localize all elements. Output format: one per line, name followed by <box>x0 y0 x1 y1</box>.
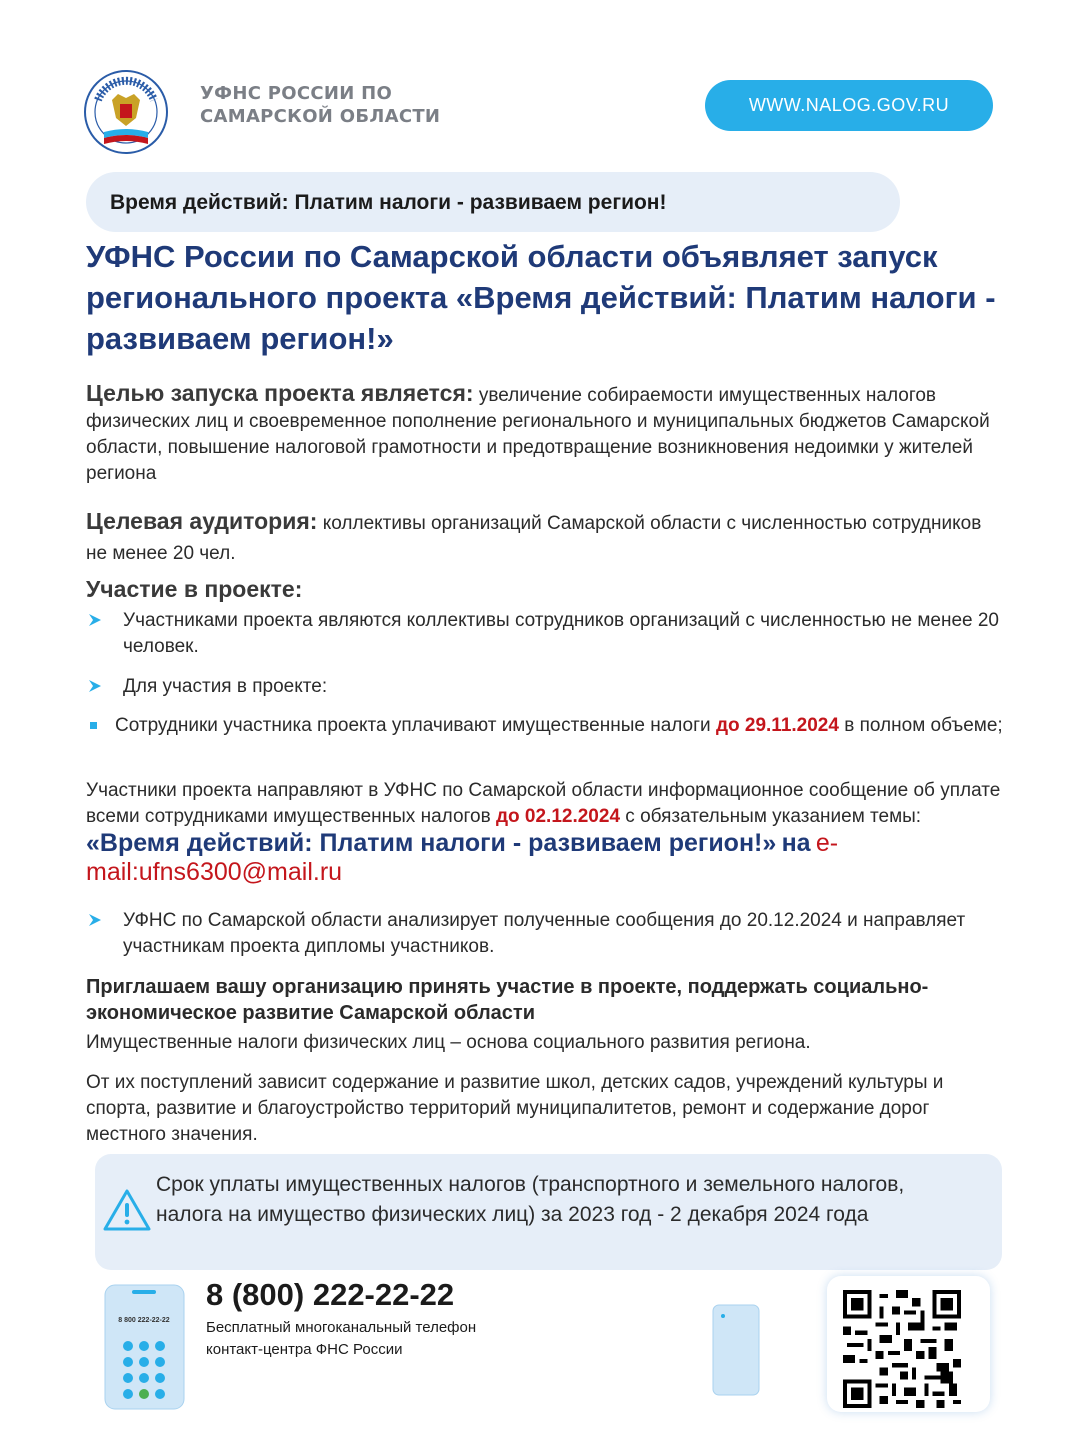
device-number: 8 800 222-22-22 <box>118 1317 170 1324</box>
bullet-arrow-icon <box>88 908 108 935</box>
qr-code-icon[interactable] <box>843 1290 961 1408</box>
topic-text: «Время действий: Платим налоги - развиваем регион!» <box>86 829 777 857</box>
list-item: Для участия в проекте: <box>86 674 1006 700</box>
hotline-number[interactable]: 8 (800) 222-22-22 <box>206 1277 455 1312</box>
org-name-line1: УФНС РОССИИ ПО <box>200 83 393 104</box>
list-item: Участниками проекта являются коллективы сотрудников организаций с численностью не менее 20 человек. <box>86 608 1006 660</box>
phone-icon <box>712 1304 760 1396</box>
invite-line: Имущественные налоги физических лиц – основа социального развития региона. <box>86 1032 811 1053</box>
deadline-note-text: Срок уплаты имущественных налогов (транспортного и земельного налогов, налога на имущество физических лиц) за 2023 год - 2 декабря 2024 года <box>156 1173 905 1226</box>
audience-paragraph <box>86 506 1006 569</box>
email-link[interactable]: e-mail:ufns6300@mail.ru <box>86 829 839 886</box>
deadline-note <box>95 1154 1002 1270</box>
goal-paragraph <box>86 380 1006 487</box>
invite-heading: Приглашаем вашу организацию принять участие в проекте, поддержать социально-экономическое развитие Самарской области <box>86 976 929 1024</box>
invite-paragraph: От их поступлений зависит содержание и развитие школ, детских садов, учреждений культуры и спорта, развитие и благоустройство территорий муниципалитетов, ремонт и содержание дорог местного значения. <box>86 1072 944 1145</box>
hotline-description: Бесплатный многоканальный телефон контакт-центра ФНС России <box>206 1319 477 1358</box>
website-link[interactable]: WWW.NALOG.GOV.RU <box>705 80 993 131</box>
warning-icon <box>103 1188 151 1232</box>
submission-paragraph: Участники проекта направляют в УФНС по Самарской области информационное сообщение об уплате всеми сотрудниками имущественных налогов до 02.12.2024 с обязательным указанием темы: «Время действий: Платим налоги - развиваем регион!» на e-mail:ufns6300@mail.ru <box>86 780 1001 886</box>
audience-lead: Целевая аудитория: <box>86 508 318 534</box>
audience-text: коллективы организаций Самарской области с численностью сотрудников не менее 20 чел. <box>86 513 982 564</box>
list-item: Сотрудники участника проекта уплачивают имущественные налоги до 29.11.2024 в полном объеме; <box>86 713 1006 739</box>
deadline-date-1: до 29.11.2024 <box>715 715 839 736</box>
fns-emblem-icon <box>84 70 168 154</box>
bullet-square-icon <box>90 722 97 729</box>
goal-text: увеличение собираемости имущественных налогов физических лиц и своевременное пополнение регионального и муниципальных бюджетов Самарской области, повышение налоговой грамотности и предотвращение возникновения недоимки у жителей региона <box>86 385 990 484</box>
org-name <box>200 82 440 128</box>
participation-title: Участие в проекте: <box>86 576 303 602</box>
qr-card <box>827 1276 990 1412</box>
on-word: на <box>781 829 811 857</box>
goal-lead: Целью запуска проекта является: <box>86 380 474 406</box>
list-item: УФНС по Самарской области анализирует полученные сообщения до 20.12.2024 и направляет участникам проекта дипломы участников. <box>86 908 1006 960</box>
page-title: УФНС России по Самарской области объявляет запуск регионального проекта «Время действий: Платим налоги - развиваем регион!» <box>86 239 996 356</box>
org-name-line2: САМАРСКОЙ ОБЛАСТИ <box>200 106 441 127</box>
bullet-arrow-icon <box>88 674 108 701</box>
phone-keypad-icon <box>104 1284 185 1410</box>
bullet-arrow-icon <box>88 608 108 635</box>
deadline-date-2: до 02.12.2024 <box>495 806 621 827</box>
slogan-banner: Время действий: Платим налоги - развиваем регион! <box>86 172 900 232</box>
